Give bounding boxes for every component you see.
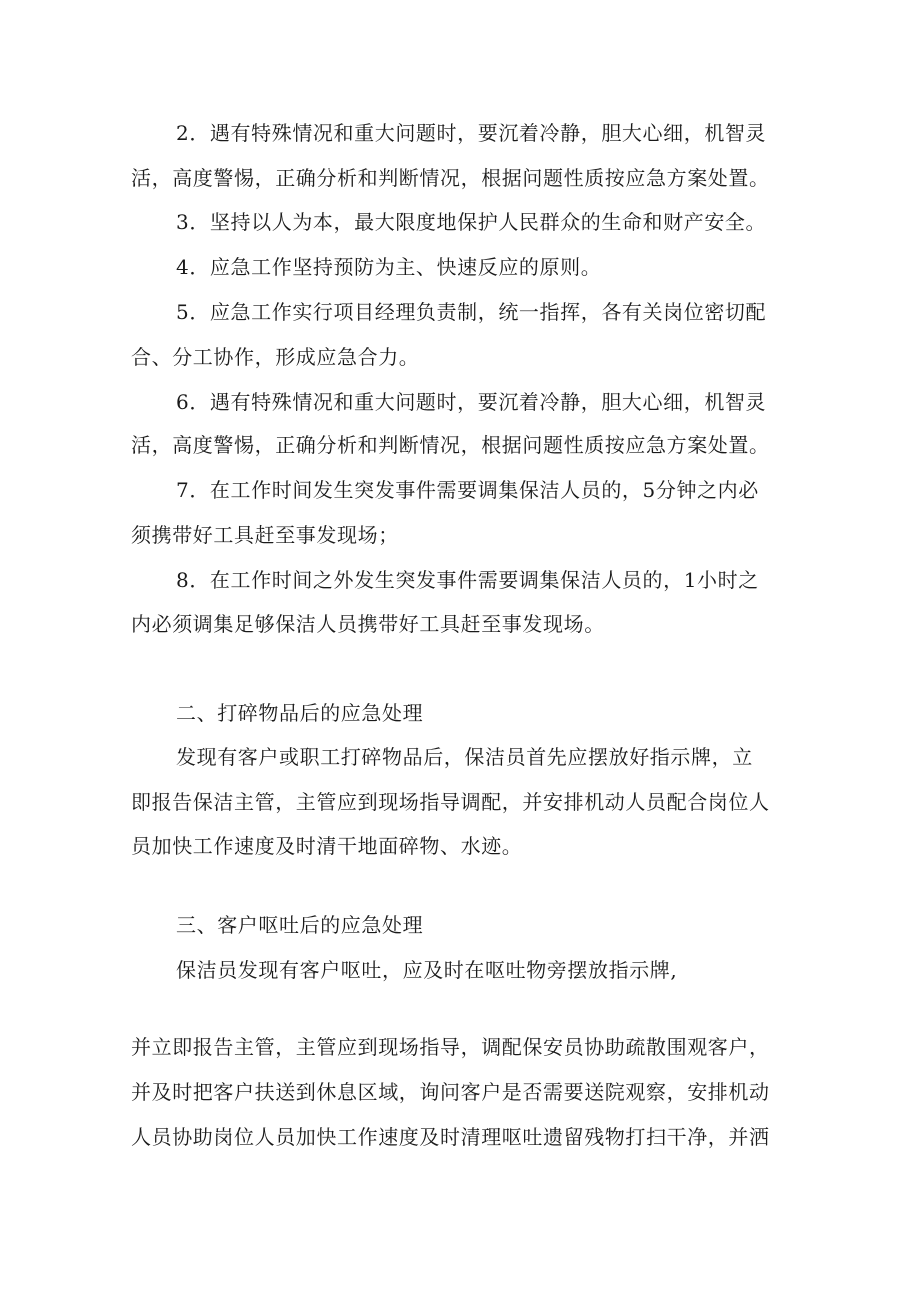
item-7-line-1: 7．在工作时间发生突发事件需要调集保洁人员的，5分钟之内必 [176,478,759,502]
section-3-heading: 三、客户呕吐后的应急处理 [176,913,424,937]
item-5-line-2: 合、分工协作，形成应急合力。 [131,345,420,369]
section-2-line-2: 即报告保洁主管，主管应到现场指导调配，并安排机动人员配合岗位人 [131,790,770,814]
section-2-heading: 二、打碎物品后的应急处理 [176,701,424,725]
item-2-line-2: 活，高度警惕，正确分析和判断情况，根据问题性质按应急方案处置。 [131,166,770,190]
section-3-line-4: 人员协助岗位人员加快工作速度及时清理呕吐遗留残物打扫干净，并洒 [131,1125,770,1149]
section-3-line-2: 并立即报告主管，主管应到现场指导，调配保安员协助疏散围观客户， [131,1035,770,1059]
item-7-line-2: 须携带好工具赶至事发现场； [131,523,399,547]
item-4-line-1: 4．应急工作坚持预防为主、快速反应的原则。 [176,255,602,279]
item-6-line-1: 6．遇有特殊情况和重大问题时，要沉着冷静，胆大心细，机智灵 [176,390,767,414]
item-6-line-2: 活，高度警惕，正确分析和判断情况，根据问题性质按应急方案处置。 [131,433,770,457]
item-8-line-2: 内必须调集足够保洁人员携带好工具赶至事发现场。 [131,612,605,636]
item-5-line-1: 5．应急工作实行项目经理负责制，统一指挥，各有关岗位密切配 [176,300,767,324]
section-3-line-1: 保洁员发现有客户呕吐，应及时在呕吐物旁摆放指示牌, [176,958,678,982]
item-8-line-1: 8．在工作时间之外发生突发事件需要调集保洁人员的，1小时之 [176,568,759,592]
item-3-line-1: 3．坚持以人为本，最大限度地保护人民群众的生命和财产安全。 [176,210,767,234]
item-2-line-1: 2．遇有特殊情况和重大问题时，要沉着冷静，胆大心细，机智灵 [176,121,767,145]
section-2-line-3: 员加快工作速度及时清干地面碎物、水迹。 [131,834,523,858]
section-2-line-1: 发现有客户或职工打碎物品后，保洁员首先应摆放好指示牌，立 [176,745,753,769]
section-3-line-3: 并及时把客户扶送到休息区域，询问客户是否需要送院观察，安排机动 [131,1080,770,1104]
